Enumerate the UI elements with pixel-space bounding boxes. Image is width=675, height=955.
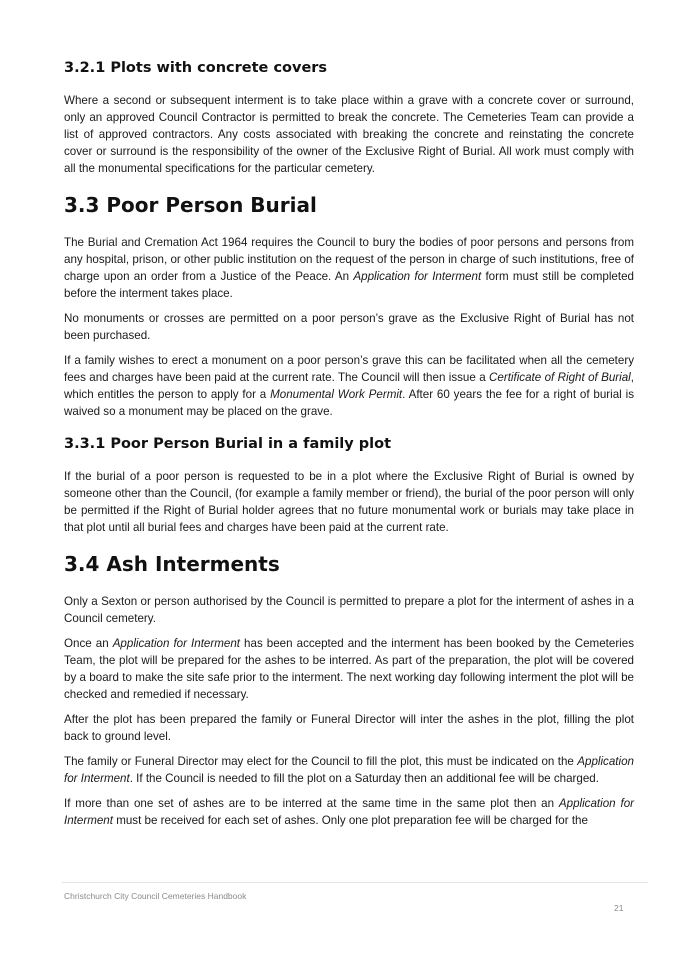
- paragraph-plot-preparation: Once an Application for Interment has been accepted and the interment has been booked by the Cemeteries Team, the plot will be prepared for the ashes to be interred. As part of the preparation, the plot will be covered by a board to make the site safe prior to the interment. The next working day following interment the plot will be checked and remedied if necessary.: [64, 637, 634, 701]
- page-number: 21: [614, 903, 624, 913]
- paragraph-family-plot: If the burial of a poor person is requested to be in a plot where the Exclusive Right of Burial is owned by someone other than the Council, (for example a family member or friend), the burial of the poor person will only be permitted if the Right of Burial holder agrees that no future monumental work or burials may take place in that plot until all burial fees and charges have been paid at the current rate.: [64, 470, 634, 534]
- section-heading-3-3: 3.3 Poor Person Burial: [64, 193, 317, 217]
- paragraph-multiple-ashes: If more than one set of ashes are to be interred at the same time in the same plot then an Application for Interment must be received for each set of ashes. Only one plot preparation fee will be charged for the: [64, 797, 634, 827]
- paragraph-burial-act: The Burial and Cremation Act 1964 requires the Council to bury the bodies of poor persons and persons from any hospital, prison, or other public institution on the request of the person in charge of such institutions, free of charge upon an order from a Justice of the Peace. An Application for Interment form must still be completed before the interment takes place.: [64, 236, 634, 300]
- paragraph-inter-ashes: After the plot has been prepared the family or Funeral Director will inter the ashes in the plot, filling the plot back to ground level.: [64, 713, 634, 743]
- section-heading-3-2-1: 3.2.1 Plots with concrete covers: [64, 60, 328, 76]
- footer-title: Christchurch City Council Cemeteries Handbook: [64, 891, 247, 901]
- footer-divider: [62, 882, 648, 883]
- paragraph-council-fill: The family or Funeral Director may elect for the Council to fill the plot, this must be indicated on the Application for Interment. If the Council is needed to fill the plot on a Saturday then an additional fee will be charged.: [64, 755, 634, 785]
- paragraph-no-monuments: No monuments or crosses are permitted on a poor person’s grave as the Exclusive Right of Burial has not been purchased.: [64, 312, 634, 342]
- document-page: [64, 58, 634, 837]
- paragraph-sexton: Only a Sexton or person authorised by the Council is permitted to prepare a plot for the interment of ashes in a Council cemetery.: [64, 595, 634, 625]
- paragraph-concrete-covers: Where a second or subsequent interment is to take place within a grave with a concrete cover or surround, only an approved Council Contractor is permitted to break the concrete. The Cemeteries Team can provide a list of approved contractors. Any costs associated with breaking the concrete and reinstating the concrete cover or surround is the responsibility of the owner of the Exclusive Right of Burial. All work must comply with all the monumental specifications for the particular cemetery.: [64, 94, 634, 175]
- section-heading-3-4: 3.4 Ash Interments: [64, 552, 280, 576]
- section-heading-3-3-1: 3.3.1 Poor Person Burial in a family plot: [64, 436, 392, 452]
- paragraph-erect-monument: If a family wishes to erect a monument on a poor person’s grave this can be facilitated when all the cemetery fees and charges have been paid at the current rate. The Council will then issue a Certificate of Right of Burial, which entitles the person to apply for a Monumental Work Permit. After 60 years the fee for a right of burial is waived so a monument may be placed on the grave.: [64, 354, 634, 418]
